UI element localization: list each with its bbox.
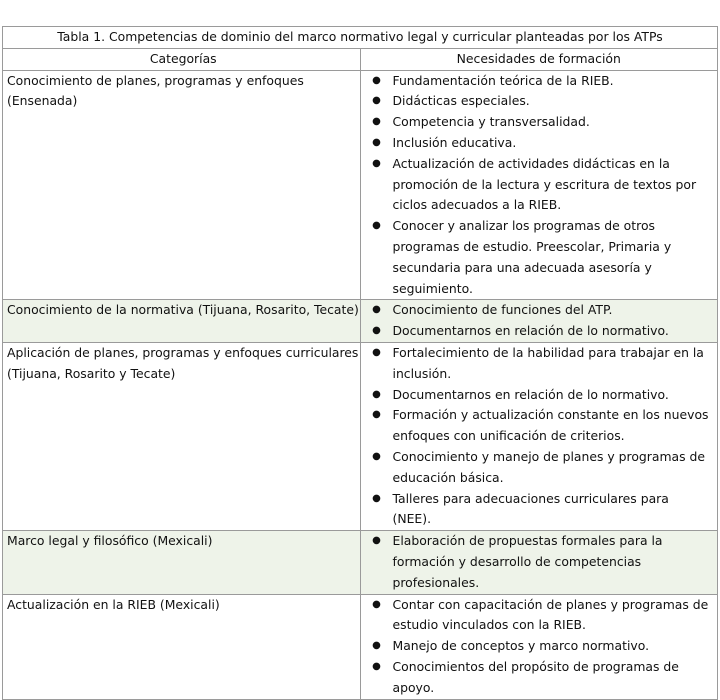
category-cell: Aplicación de planes, programas y enfoques curriculares (Tijuana, Rosarito y Tecate) — [3, 342, 361, 530]
bullet-icon: ● — [372, 535, 381, 547]
bullet-icon: ● — [372, 95, 381, 107]
list-item-text: Formación y actualización constante en los nuevos enfoques con unificación de criterios. — [392, 407, 709, 444]
list-item — [361, 154, 718, 216]
bullet-icon: ● — [372, 157, 381, 169]
table-body — [3, 70, 718, 699]
list-item — [361, 112, 718, 133]
category-cell: Conocimiento de la normativa (Tijuana, Rosarito, Tecate) — [3, 300, 361, 343]
bullet-icon: ● — [372, 640, 381, 652]
bullet-icon: ● — [372, 598, 381, 610]
list-item-text: Conocimientos del propósito de programas de apoyo. — [392, 658, 679, 695]
needs-list — [361, 531, 718, 593]
list-item-text: Conocimiento de funciones del ATP. — [392, 302, 613, 318]
list-item-text: Inclusión educativa. — [392, 134, 517, 150]
needs-list — [361, 595, 718, 699]
list-item — [361, 216, 718, 299]
category-cell: Actualización en la RIEB (Mexicali) — [3, 594, 361, 699]
table-row — [3, 70, 718, 300]
bullet-icon: ● — [372, 346, 381, 358]
list-item-text: Manejo de conceptos y marco normativo. — [392, 638, 650, 654]
list-item — [361, 489, 718, 531]
list-item-text: Contar con capacitación de planes y programas de estudio vinculados con la RIEB. — [392, 596, 709, 633]
list-item-text: Documentarnos en relación de lo normativo. — [392, 323, 669, 339]
bullet-icon: ● — [372, 136, 381, 148]
list-item-text: Talleres para adecuaciones curriculares para (NEE). — [392, 490, 669, 527]
bullet-icon: ● — [372, 116, 381, 128]
bullet-icon: ● — [372, 220, 381, 232]
needs-cell — [360, 594, 718, 699]
list-item — [361, 385, 718, 406]
bullet-icon: ● — [372, 450, 381, 462]
needs-list — [361, 300, 718, 342]
needs-cell — [360, 342, 718, 530]
list-item-text: Didácticas especiales. — [392, 93, 530, 109]
competencias-table — [2, 26, 718, 700]
needs-cell — [360, 300, 718, 343]
list-item-text: Conocer y analizar los programas de otros programas de estudio. Preescolar, Primaria y secundaria para una adecuada asesoría y seguimiento. — [392, 218, 672, 296]
list-item-text: Conocimiento y manejo de planes y programas de educación básica. — [392, 448, 705, 485]
header-row — [3, 48, 718, 70]
bullet-icon: ● — [372, 492, 381, 504]
category-cell: Conocimiento de planes, programas y enfoques (Ensenada) — [3, 70, 361, 300]
needs-cell — [360, 70, 718, 300]
list-item — [361, 133, 718, 154]
needs-list — [361, 71, 718, 300]
list-item-text: Fundamentación teórica de la RIEB. — [392, 72, 614, 88]
bullet-icon: ● — [372, 409, 381, 421]
list-item — [361, 321, 718, 342]
list-item — [361, 636, 718, 657]
table-row — [3, 342, 718, 530]
bullet-icon: ● — [372, 325, 381, 337]
list-item-text: Competencia y transversalidad. — [392, 114, 590, 130]
list-item-text: Fortalecimiento de la habilidad para trabajar en la inclusión. — [392, 344, 704, 381]
needs-cell — [360, 531, 718, 594]
bullet-icon: ● — [372, 304, 381, 316]
list-item — [361, 595, 718, 637]
header-necesidades: Necesidades de formación — [360, 48, 718, 70]
list-item — [361, 71, 718, 92]
list-item — [361, 531, 718, 593]
list-item — [361, 657, 718, 699]
list-item-text: Actualización de actividades didácticas en la promoción de la lectura y escritura de textos por ciclos adecuados a la RIEB. — [392, 155, 697, 213]
list-item — [361, 447, 718, 489]
table-title: Tabla 1. Competencias de dominio del marco normativo legal y curricular planteadas por los ATPs — [3, 27, 718, 49]
category-cell: Marco legal y filosófico (Mexicali) — [3, 531, 361, 594]
list-item — [361, 91, 718, 112]
list-item-text: Documentarnos en relación de lo normativo. — [392, 386, 669, 402]
list-item — [361, 300, 718, 321]
bullet-icon: ● — [372, 660, 381, 672]
header-categorias: Categorías — [3, 48, 361, 70]
list-item — [361, 405, 718, 447]
table-row — [3, 531, 718, 594]
table-row — [3, 300, 718, 343]
table-row — [3, 594, 718, 699]
bullet-icon: ● — [372, 74, 381, 86]
bullet-icon: ● — [372, 388, 381, 400]
list-item — [361, 343, 718, 385]
needs-list — [361, 343, 718, 530]
list-item-text: Elaboración de propuestas formales para la formación y desarrollo de competencias profesionales. — [392, 533, 663, 590]
title-row — [3, 27, 718, 49]
